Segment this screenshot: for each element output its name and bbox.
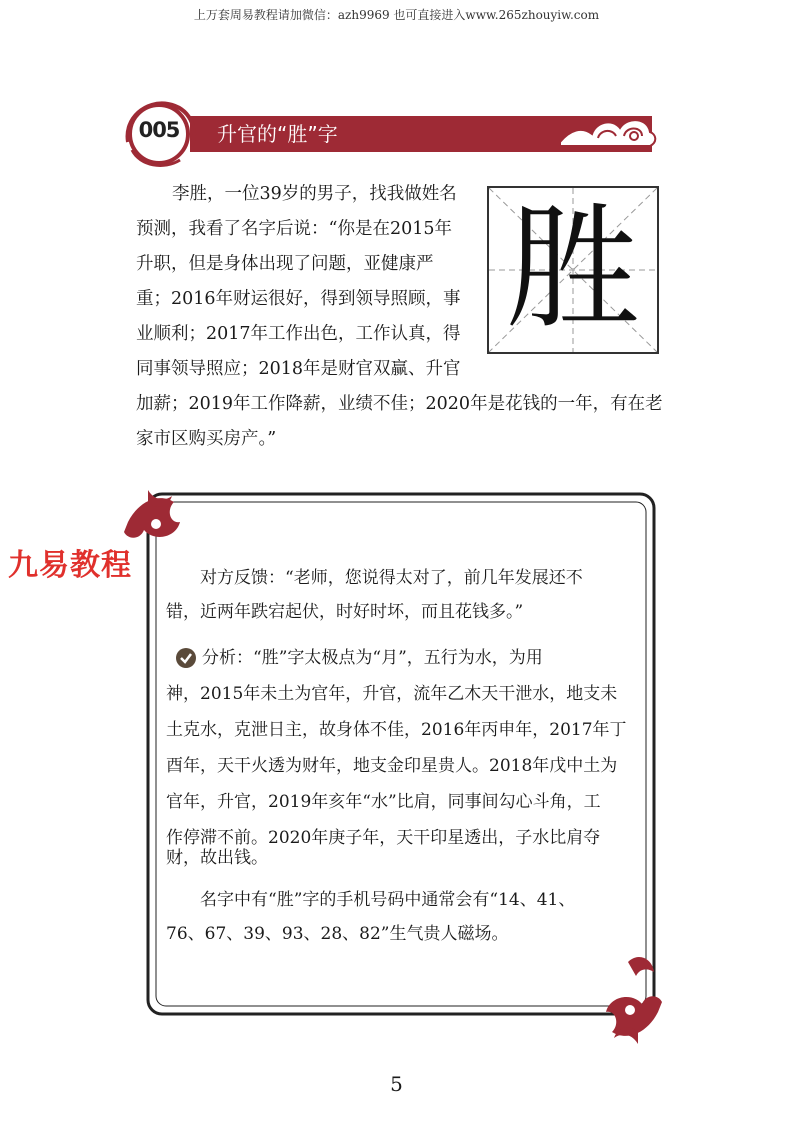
analysis-line-7: 财，故出钱。 <box>166 848 268 868</box>
intro-line-3: 升职，但是身体出现了问题，亚健康严 <box>136 254 434 274</box>
analysis-line-6: 作停滞不前。2020年庚子年，天干印星透出，子水比肩夺 <box>166 828 601 848</box>
intro-line-4: 重；2016年财运很好，得到领导照顾，事 <box>136 289 461 309</box>
cloud-ornament-icon <box>550 112 660 156</box>
analysis-line-3: 土克水，克泄日主，故身体不佳，2016年丙申年，2017年丁 <box>166 720 627 740</box>
featured-character: 胜 <box>505 191 640 347</box>
intro-line-7: 加薪；2019年工作降薪，业绩不佳；2020年是花钱的一年，有在老 <box>136 394 663 414</box>
intro-line-8: 家市区购买房产。” <box>136 429 277 449</box>
analysis-line-2: 神，2015年未土为官年，升官，流年乙木天干泄水，地支未 <box>166 684 618 704</box>
checkmark-icon <box>176 648 196 668</box>
watermark: 九易教程 <box>8 548 132 583</box>
top-note: 上万套周易教程请加微信：azh9969 也可直接进入www.265zhouyiw.com <box>193 8 600 22</box>
analysis-line-1: 分析：“胜”字太极点为“月”，五行为水，为用 <box>202 648 543 668</box>
intro-line-6: 同事领导照应；2018年是财官双赢、升官 <box>136 359 461 379</box>
intro-line-1: 李胜，一位39岁的男子，找我做姓名 <box>172 184 457 204</box>
chapter-number: 005 <box>138 118 180 142</box>
feedback-line-2: 错，近两年跌宕起伏，时好时坏，而且花钱多。” <box>166 602 524 622</box>
analysis-line-5: 官年，升官，2019年亥年“水”比肩，同事间勾心斗角，工 <box>166 792 601 812</box>
intro-line-5: 业顺利；2017年工作出色，工作认真，得 <box>136 324 461 344</box>
chapter-title: 升官的“胜”字 <box>217 122 338 146</box>
page-number: 5 <box>390 1072 403 1096</box>
feedback-line-1: 对方反馈：“老师，您说得太对了，前几年发展还不 <box>200 568 583 588</box>
phone-line-1: 名字中有“胜”字的手机号码中通常会有“14、41、 <box>200 890 576 910</box>
phone-line-2: 76、67、39、93、28、82”生气贵人磁场。 <box>166 924 509 944</box>
intro-line-2: 预测，我看了名字后说：“你是在2015年 <box>136 219 452 239</box>
analysis-line-4: 酉年，天干火透为财年，地支金印星贵人。2018年戊中土为 <box>166 756 618 776</box>
